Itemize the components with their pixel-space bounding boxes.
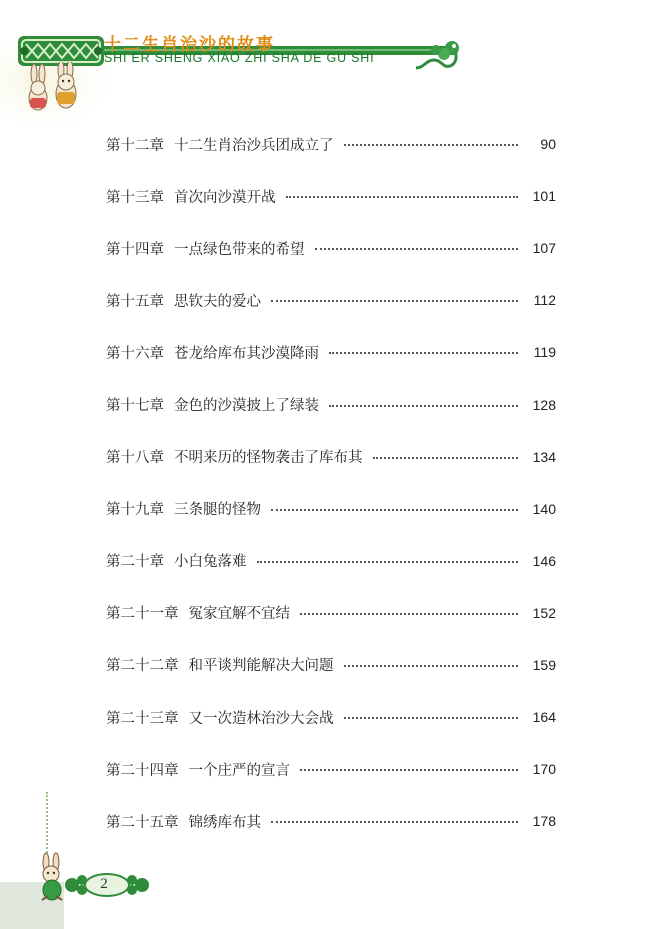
chapter-page: 112 — [533, 292, 556, 309]
green-dragon-icon — [412, 38, 462, 74]
chapter-page: 134 — [532, 448, 556, 465]
chapter-title: 冤家宜解不宜结 — [188, 606, 290, 623]
dot-leader — [373, 457, 519, 459]
dot-leader — [344, 144, 519, 146]
toc-entry[interactable] — [106, 691, 556, 743]
toc-entry[interactable] — [106, 222, 556, 274]
chapter-number: 第二十三章 — [106, 710, 179, 727]
toc-entry[interactable] — [106, 326, 556, 378]
chapter-title: 苍龙给库布其沙漠降雨 — [174, 345, 319, 362]
dot-leader — [257, 561, 519, 563]
chapter-number: 第二十一章 — [106, 606, 179, 623]
chapter-page: 101 — [532, 188, 556, 205]
dot-leader — [315, 248, 519, 250]
rabbit-mascots-icon — [20, 62, 90, 114]
page-number: 2 — [100, 876, 108, 892]
chapter-page: 152 — [532, 604, 556, 621]
chapter-number: 第十八章 — [106, 450, 164, 467]
chapter-page: 140 — [532, 500, 556, 517]
chapter-title: 十二生肖治沙兵团成立了 — [174, 137, 334, 154]
dot-leader — [329, 352, 518, 354]
toc-entry[interactable] — [106, 378, 556, 430]
chapter-number: 第十四章 — [106, 241, 164, 258]
chapter-number: 第十六章 — [106, 345, 164, 362]
dot-leader — [271, 300, 518, 302]
chapter-title: 一个庄严的宣言 — [188, 762, 290, 779]
chapter-number: 第二十四章 — [106, 762, 179, 779]
chapter-title: 一点绿色带来的希望 — [174, 241, 305, 258]
dot-leader — [271, 509, 518, 511]
chapter-title: 金色的沙漠披上了绿装 — [174, 398, 319, 415]
chapter-title: 和平谈判能解决大问题 — [188, 658, 334, 675]
chapter-page: 119 — [533, 344, 556, 361]
chapter-title: 又一次造林治沙大会战 — [188, 710, 334, 727]
chapter-page: 159 — [532, 656, 556, 673]
dot-leader — [286, 196, 519, 198]
toc-entry[interactable] — [106, 587, 556, 639]
chapter-page: 128 — [532, 396, 556, 413]
dot-leader — [300, 613, 518, 615]
toc-entry[interactable] — [106, 743, 556, 795]
dot-leader — [329, 405, 518, 407]
chapter-page: 90 — [540, 136, 556, 153]
toc-entry[interactable] — [106, 118, 556, 170]
chapter-page: 170 — [532, 761, 556, 778]
chapter-page: 178 — [532, 813, 556, 830]
chapter-page: 107 — [532, 240, 556, 257]
chapter-number: 第十七章 — [106, 398, 164, 415]
chapter-number: 第二十二章 — [106, 658, 179, 675]
toc-entry[interactable] — [106, 274, 556, 326]
toc-entry[interactable] — [106, 431, 556, 483]
dot-leader — [271, 821, 518, 823]
chapter-title: 不明来历的怪物袭击了库布其 — [174, 450, 363, 467]
chapter-number: 第十九章 — [106, 502, 164, 519]
dot-leader — [300, 769, 518, 771]
book-title-pinyin: SHI ER SHENG XIAO ZHI SHA DE GU SHI — [104, 51, 375, 65]
chapter-number: 第二十章 — [106, 554, 164, 571]
chapter-number: 第十五章 — [106, 293, 164, 310]
book-title-chinese: 十二生肖治沙的故事 — [104, 35, 275, 55]
toc-entry[interactable] — [106, 170, 556, 222]
toc-entry[interactable] — [106, 535, 556, 587]
chapter-number: 第二十五章 — [106, 814, 179, 831]
chapter-page: 146 — [532, 552, 556, 569]
chapter-title: 小白兔落难 — [174, 554, 247, 571]
chapter-page: 164 — [532, 709, 556, 726]
dot-leader — [344, 665, 519, 667]
chapter-title: 三条腿的怪物 — [174, 502, 261, 519]
chapter-number: 第十三章 — [106, 189, 164, 206]
table-of-contents — [106, 118, 556, 847]
toc-entry[interactable] — [106, 483, 556, 535]
chapter-number: 第十二章 — [106, 137, 164, 154]
chapter-title: 锦绣库布其 — [188, 814, 261, 831]
toc-entry[interactable] — [106, 795, 556, 847]
toc-entry[interactable] — [106, 639, 556, 691]
dot-leader — [344, 717, 519, 719]
chapter-title: 思钦夫的爱心 — [174, 293, 261, 310]
chapter-title: 首次向沙漠开战 — [174, 189, 276, 206]
